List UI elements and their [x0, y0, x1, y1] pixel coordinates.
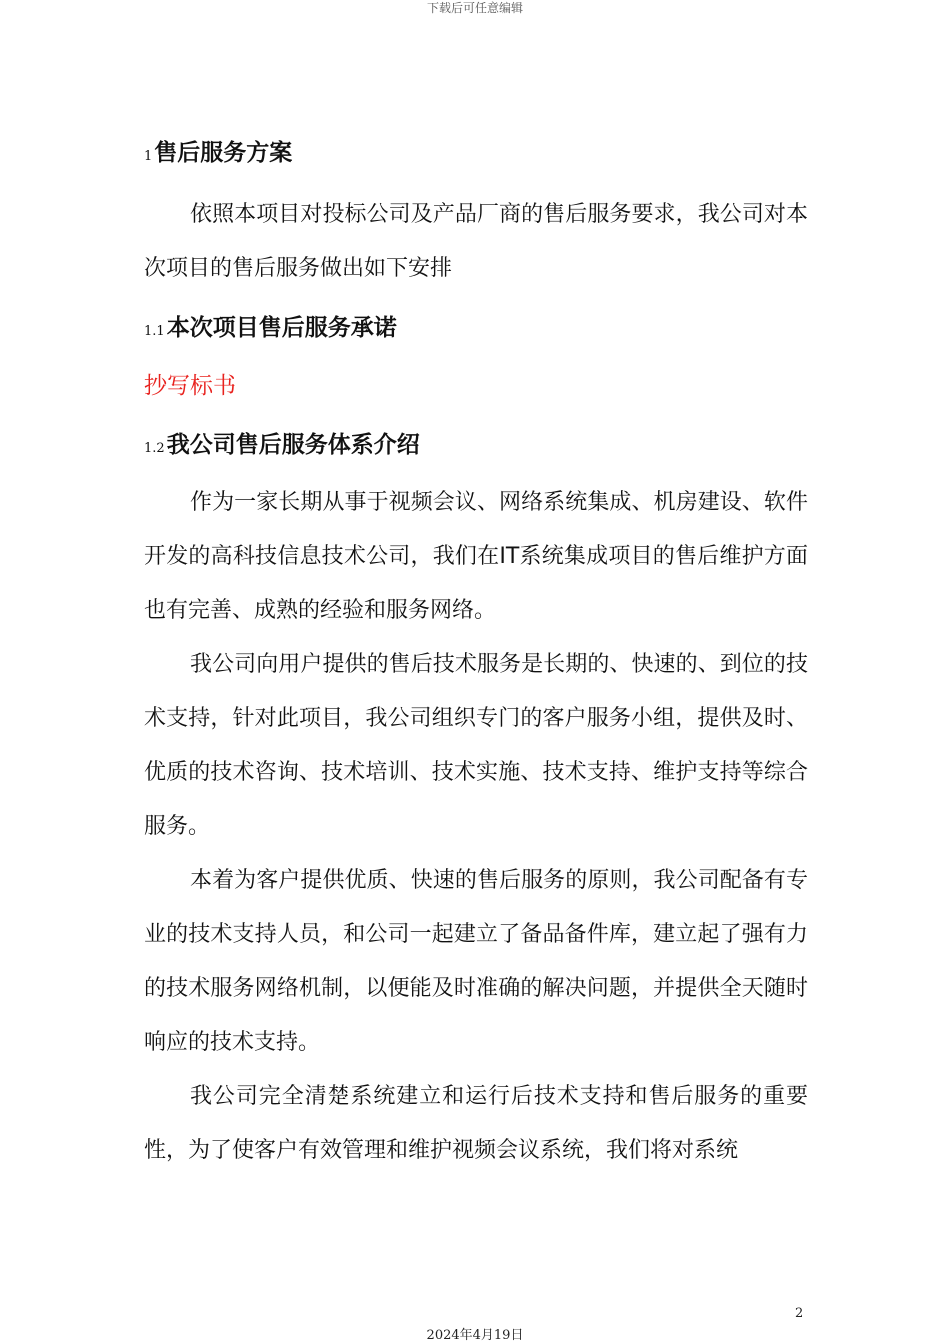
paragraph-3: 本着为客户提供优质、快速的售后服务的原则，我公司配备有专业的技术支持人员，和公司一起建立了备品备件库，建立起了强有力的技术服务网络机制，以便能及时准确的解决问题，并提供全天随时响应的技术支持。	[144, 868, 808, 1055]
paragraph-2: 我公司向用户提供的售后技术服务是长期的、快速的、到位的技术支持，针对此项目，我公司组织专门的客户服务小组，提供及时、优质的技术咨询、技术培训、技术实施、技术支持、维护支持等综合服务。	[144, 652, 808, 839]
footer-date: 2024年4月19日	[426, 1328, 524, 1343]
heading-title: 我公司售后服务体系介绍	[166, 432, 420, 458]
heading-number: 1.2	[144, 441, 165, 456]
heading-number: 1.1	[144, 324, 165, 339]
page-number: 2	[795, 1306, 804, 1321]
heading-title: 售后服务方案	[154, 140, 293, 166]
heading-title: 本次项目售后服务承诺	[166, 315, 397, 341]
heading-1	[144, 138, 292, 172]
page-header: 下载后可任意编辑	[426, 1, 523, 15]
paragraph-1: 作为一家长期从事于视频会议、网络系统集成、机房建设、软件开发的高科技信息技术公司，我们在IT系统集成项目的售后维护方面也有完善、成熟的经验和服务网络。	[144, 490, 808, 623]
paragraph-4: 我公司完全清楚系统建立和运行后技术支持和售后服务的重要性，为了使客户有效管理和维护视频会议系统，我们将对系统	[144, 1084, 808, 1163]
intro-paragraph: 依照本项目对投标公司及产品厂商的售后服务要求，我公司对本次项目的售后服务做出如下安排	[144, 202, 808, 281]
heading-1-2	[144, 430, 420, 464]
heading-number: 1	[144, 149, 153, 164]
heading-1-1	[144, 313, 397, 347]
copy-note: 抄写标书	[144, 373, 236, 399]
